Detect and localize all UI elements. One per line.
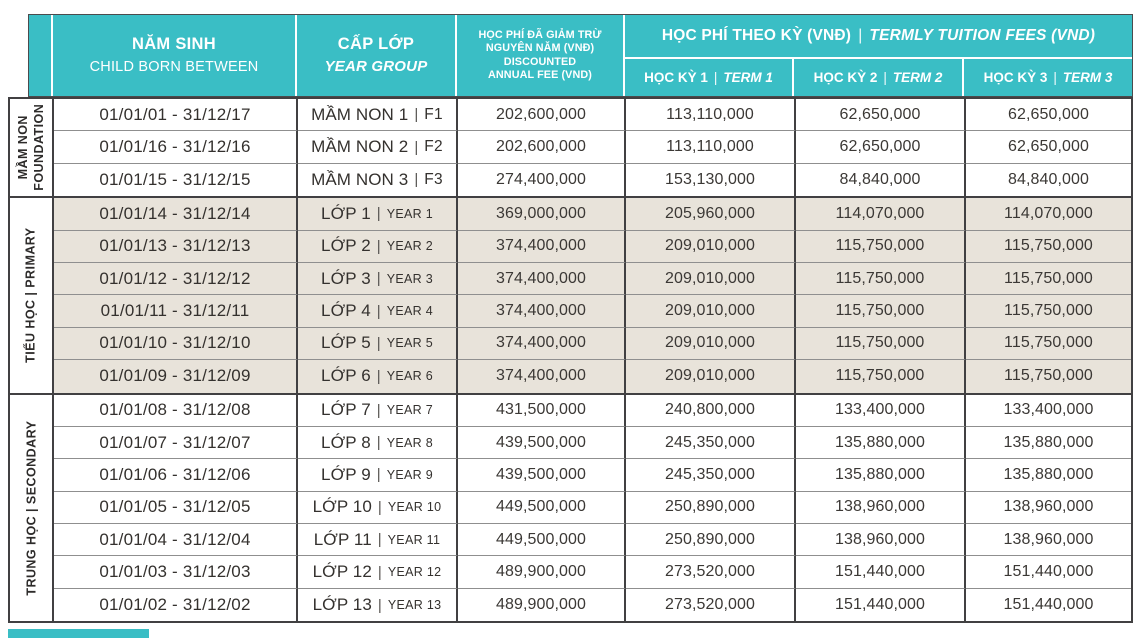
header-term-2: [794, 59, 964, 96]
pipe-separator: |: [376, 205, 381, 223]
header-term-1-vi: HỌC KỲ 1: [644, 69, 708, 85]
year-group-name: MẦM NON 3: [311, 169, 409, 189]
table-header: [28, 14, 1133, 97]
term-3-fee-cell: 151,440,000: [966, 556, 1131, 588]
term-3-fee-cell: 151,440,000: [966, 589, 1131, 621]
year-group-code: F2: [424, 138, 443, 156]
born-between-cell: 01/01/03 - 31/12/03: [54, 556, 298, 588]
pipe-separator: |: [858, 26, 863, 44]
term-1-fee-cell: 245,350,000: [626, 427, 796, 459]
section-label-line: TRUNG HỌC | SECONDARY: [23, 420, 38, 596]
year-group-name: LỚP 3: [321, 268, 371, 288]
annual-fee-cell: 374,400,000: [458, 231, 626, 263]
header-year-group-en: YEAR GROUP: [324, 58, 428, 76]
year-group-code: YEAR 8: [386, 435, 433, 450]
annual-fee-cell: 202,600,000: [458, 99, 626, 131]
section-label-line: FOUNDATION: [32, 104, 46, 192]
term-2-fee-cell: 133,400,000: [796, 395, 966, 427]
pipe-separator: |: [414, 106, 419, 124]
born-between-cell: 01/01/07 - 31/12/07: [54, 427, 298, 459]
term-2-fee-cell: 114,070,000: [796, 198, 966, 230]
term-1-fee-cell: 245,350,000: [626, 459, 796, 491]
header-child-born-vi: NĂM SINH: [132, 35, 216, 54]
year-group-cell: [298, 459, 458, 491]
year-group-cell: [298, 492, 458, 524]
section-secondary: [10, 393, 1131, 622]
pipe-separator: |: [1053, 69, 1057, 85]
header-child-born: [53, 15, 297, 96]
term-1-fee-cell: 153,130,000: [626, 164, 796, 196]
born-between-cell: 01/01/04 - 31/12/04: [54, 524, 298, 556]
year-group-cell: [298, 263, 458, 295]
header-year-group: [297, 15, 457, 96]
term-2-fee-cell: 138,960,000: [796, 524, 966, 556]
born-between-cell: 01/01/10 - 31/12/10: [54, 328, 298, 360]
year-group-name: LỚP 7: [321, 400, 371, 420]
term-2-fee-cell: 151,440,000: [796, 556, 966, 588]
year-group-code: YEAR 2: [386, 239, 433, 254]
year-group-name: LỚP 4: [321, 301, 371, 321]
header-termly-fees: [625, 15, 1132, 59]
year-group-cell: [298, 99, 458, 131]
pipe-separator: |: [377, 563, 382, 581]
header-term-3-en: TERM 3: [1062, 69, 1113, 85]
term-2-fee-cell: 62,650,000: [796, 99, 966, 131]
born-between-cell: 01/01/14 - 31/12/14: [54, 198, 298, 230]
section-label-line: TIỂU HỌC | PRIMARY: [23, 227, 38, 364]
section-foundation: [10, 99, 1131, 196]
born-between-cell: 01/01/15 - 31/12/15: [54, 164, 298, 196]
header-term-3-vi: HỌC KỲ 3: [983, 69, 1048, 85]
year-group-cell: [298, 164, 458, 196]
bottom-teal-strip: [8, 629, 149, 638]
term-3-fee-cell: 135,880,000: [966, 459, 1131, 491]
year-group-code: YEAR 7: [386, 403, 433, 418]
year-group-name: LỚP 2: [321, 236, 371, 256]
section-label-primary: [10, 198, 54, 392]
year-group-cell: [298, 524, 458, 556]
term-2-fee-cell: 138,960,000: [796, 492, 966, 524]
term-3-fee-cell: 133,400,000: [966, 395, 1131, 427]
header-term-2-vi: HỌC KỲ 2: [813, 69, 878, 85]
term-2-fee-cell: 151,440,000: [796, 589, 966, 621]
term-2-fee-cell: 62,650,000: [796, 131, 966, 163]
term-1-fee-cell: 209,010,000: [626, 295, 796, 327]
term-3-fee-cell: 115,750,000: [966, 328, 1131, 360]
pipe-separator: |: [376, 334, 381, 352]
year-group-name: LỚP 12: [312, 562, 372, 582]
annual-fee-cell: 449,500,000: [458, 524, 626, 556]
term-3-fee-cell: 135,880,000: [966, 427, 1131, 459]
header-year-group-vi: CẤP LỚP: [337, 35, 415, 54]
year-group-code: YEAR 13: [387, 598, 442, 613]
annual-fee-cell: 431,500,000: [458, 395, 626, 427]
pipe-separator: |: [377, 498, 382, 516]
section-label-foundation: [10, 99, 54, 196]
year-group-code: F1: [424, 105, 443, 123]
annual-fee-cell: 489,900,000: [458, 556, 626, 588]
term-1-fee-cell: 209,010,000: [626, 328, 796, 360]
born-between-cell: 01/01/11 - 31/12/11: [54, 295, 298, 327]
term-1-fee-cell: 209,010,000: [626, 263, 796, 295]
pipe-separator: |: [377, 596, 382, 614]
header-annual-fee: [457, 15, 625, 96]
header-termly-fees-en: TERMLY TUITION FEES (VND): [869, 26, 1096, 44]
table-body: [8, 97, 1133, 623]
annual-fee-cell: 439,500,000: [458, 427, 626, 459]
pipe-separator: |: [376, 237, 381, 255]
year-group-name: LỚP 8: [321, 432, 371, 452]
year-group-cell: [298, 395, 458, 427]
term-2-fee-cell: 84,840,000: [796, 164, 966, 196]
annual-fee-cell: 374,400,000: [458, 295, 626, 327]
term-3-fee-cell: 84,840,000: [966, 164, 1131, 196]
annual-fee-cell: 374,400,000: [458, 328, 626, 360]
term-2-fee-cell: 135,880,000: [796, 427, 966, 459]
year-group-code: YEAR 1: [386, 206, 433, 221]
pipe-separator: |: [376, 367, 381, 385]
born-between-cell: 01/01/09 - 31/12/09: [54, 360, 298, 392]
header-annual-fee-line: HỌC PHÍ ĐÃ GIẢM TRỪ: [478, 28, 602, 41]
term-2-fee-cell: 135,880,000: [796, 459, 966, 491]
year-group-cell: [298, 131, 458, 163]
term-3-fee-cell: 115,750,000: [966, 263, 1131, 295]
term-1-fee-cell: 250,890,000: [626, 492, 796, 524]
year-group-name: LỚP 6: [321, 366, 371, 386]
term-3-fee-cell: 62,650,000: [966, 99, 1131, 131]
term-3-fee-cell: 115,750,000: [966, 360, 1131, 392]
term-3-fee-cell: 138,960,000: [966, 492, 1131, 524]
term-1-fee-cell: 250,890,000: [626, 524, 796, 556]
year-group-code: YEAR 5: [386, 336, 433, 351]
header-corner-cell: [29, 15, 53, 96]
term-1-fee-cell: 273,520,000: [626, 589, 796, 621]
header-term-3: [964, 59, 1132, 96]
term-3-fee-cell: 62,650,000: [966, 131, 1131, 163]
year-group-cell: [298, 198, 458, 230]
term-3-fee-cell: 114,070,000: [966, 198, 1131, 230]
pipe-separator: |: [377, 531, 382, 549]
year-group-code: F3: [424, 170, 443, 188]
born-between-cell: 01/01/12 - 31/12/12: [54, 263, 298, 295]
year-group-cell: [298, 231, 458, 263]
term-3-fee-cell: 138,960,000: [966, 524, 1131, 556]
year-group-name: LỚP 5: [321, 333, 371, 353]
header-term-1-en: TERM 1: [723, 69, 773, 85]
year-group-code: YEAR 11: [387, 532, 441, 547]
year-group-name: LỚP 9: [321, 464, 371, 484]
annual-fee-cell: 374,400,000: [458, 360, 626, 392]
year-group-name: LỚP 11: [313, 529, 372, 549]
annual-fee-cell: 374,400,000: [458, 263, 626, 295]
annual-fee-cell: 489,900,000: [458, 589, 626, 621]
term-1-fee-cell: 209,010,000: [626, 360, 796, 392]
born-between-cell: 01/01/16 - 31/12/16: [54, 131, 298, 163]
year-group-name: MẦM NON 2: [311, 137, 409, 157]
term-2-fee-cell: 115,750,000: [796, 328, 966, 360]
year-group-name: MẦM NON 1: [311, 104, 409, 124]
section-label-secondary: [10, 395, 54, 622]
header-annual-fee-line: DISCOUNTED: [503, 55, 577, 68]
year-group-name: LỚP 10: [312, 497, 372, 517]
year-group-cell: [298, 556, 458, 588]
term-2-fee-cell: 115,750,000: [796, 360, 966, 392]
term-1-fee-cell: 205,960,000: [626, 198, 796, 230]
pipe-separator: |: [414, 171, 419, 189]
annual-fee-cell: 274,400,000: [458, 164, 626, 196]
section-primary: [10, 196, 1131, 392]
pipe-separator: |: [414, 138, 419, 156]
year-group-name: LỚP 13: [312, 595, 372, 615]
section-label-text: [23, 228, 39, 363]
year-group-cell: [298, 360, 458, 392]
term-3-fee-cell: 115,750,000: [966, 295, 1131, 327]
born-between-cell: 01/01/05 - 31/12/05: [54, 492, 298, 524]
annual-fee-cell: 369,000,000: [458, 198, 626, 230]
born-between-cell: 01/01/08 - 31/12/08: [54, 395, 298, 427]
pipe-separator: |: [883, 69, 887, 85]
born-between-cell: 01/01/02 - 31/12/02: [54, 589, 298, 621]
pipe-separator: |: [376, 270, 381, 288]
year-group-cell: [298, 295, 458, 327]
section-label-line: MẦM NON: [15, 115, 30, 180]
born-between-cell: 01/01/01 - 31/12/17: [54, 99, 298, 131]
term-2-fee-cell: 115,750,000: [796, 231, 966, 263]
term-2-fee-cell: 115,750,000: [796, 295, 966, 327]
annual-fee-cell: 439,500,000: [458, 459, 626, 491]
year-group-code: YEAR 6: [386, 369, 433, 384]
pipe-separator: |: [376, 401, 381, 419]
year-group-name: LỚP 1: [321, 203, 371, 223]
year-group-code: YEAR 3: [386, 271, 433, 286]
header-child-born-en: CHILD BORN BETWEEN: [89, 58, 259, 75]
annual-fee-cell: 449,500,000: [458, 492, 626, 524]
pipe-separator: |: [376, 466, 381, 484]
annual-fee-cell: 202,600,000: [458, 131, 626, 163]
year-group-code: YEAR 9: [386, 467, 433, 482]
term-1-fee-cell: 113,110,000: [626, 99, 796, 131]
term-1-fee-cell: 209,010,000: [626, 231, 796, 263]
header-term-1: [625, 59, 794, 96]
term-1-fee-cell: 113,110,000: [626, 131, 796, 163]
term-3-fee-cell: 115,750,000: [966, 231, 1131, 263]
header-termly-fees-vi: HỌC PHÍ THEO KỲ (VNĐ): [661, 26, 852, 44]
term-1-fee-cell: 240,800,000: [626, 395, 796, 427]
year-group-cell: [298, 427, 458, 459]
pipe-separator: |: [376, 302, 381, 320]
year-group-code: YEAR 10: [387, 500, 442, 515]
year-group-code: YEAR 4: [386, 304, 433, 319]
born-between-cell: 01/01/06 - 31/12/06: [54, 459, 298, 491]
section-label-text: [15, 104, 48, 191]
header-term-2-en: TERM 2: [892, 69, 943, 85]
year-group-code: YEAR 12: [387, 565, 442, 580]
section-label-text: [23, 420, 39, 595]
year-group-cell: [298, 328, 458, 360]
pipe-separator: |: [713, 69, 718, 85]
year-group-cell: [298, 589, 458, 621]
term-1-fee-cell: 273,520,000: [626, 556, 796, 588]
header-annual-fee-line: NGUYÊN NĂM (VNĐ): [485, 42, 595, 55]
header-annual-fee-line: ANNUAL FEE (VND): [488, 68, 592, 81]
pipe-separator: |: [376, 434, 381, 452]
born-between-cell: 01/01/13 - 31/12/13: [54, 231, 298, 263]
term-2-fee-cell: 115,750,000: [796, 263, 966, 295]
